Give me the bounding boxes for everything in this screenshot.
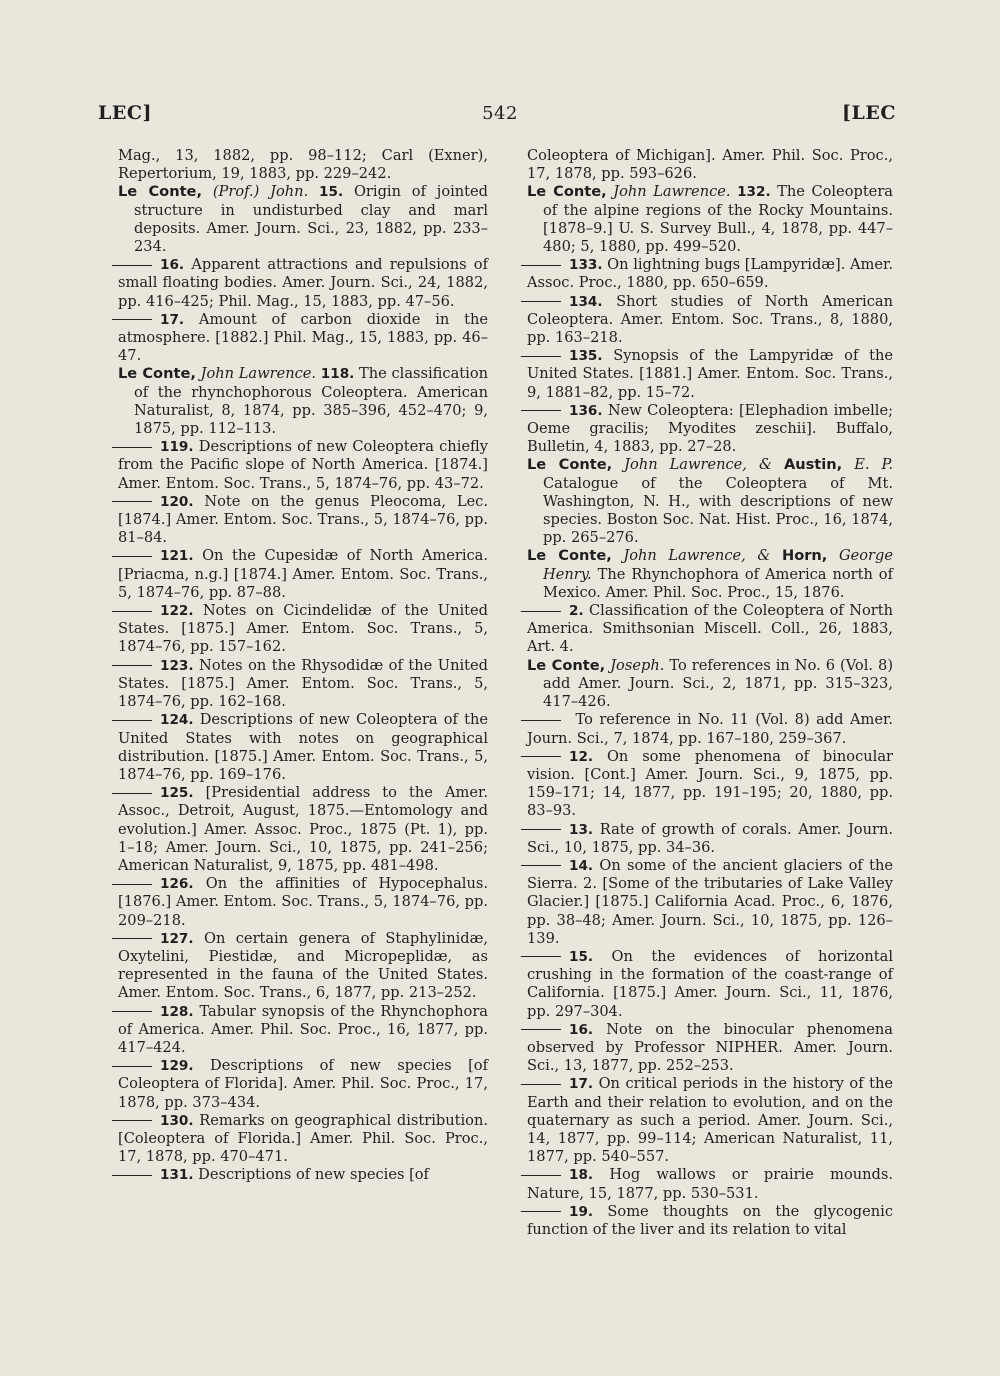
ditto-rule [521,1175,561,1176]
ditto-rule [521,611,561,612]
bibliography-entry [527,147,893,183]
bibliography-entry [527,547,893,602]
author-given-name: Joseph. [605,656,665,674]
entry-number: 124. [160,712,194,729]
bibliography-entry [527,456,893,547]
ditto-rule [112,501,152,502]
bibliography-entry [118,602,488,657]
entry-text: Note on the genus Pleocoma, Lec. [1874.] Amer. Entom. Soc. Trans., 5, 1874–76, pp. 81–84. [118,492,488,547]
entry-text: The classification of the rhynchophorous Coleoptera. American Naturalist, 8, 1874, pp. 385–396, 452–470; 9, 1875, pp. 112–113. [134,365,489,438]
bibliography-entry [118,183,488,256]
entry-number: 121. [160,548,194,565]
entry-number: 17. [569,1076,594,1093]
page-number: 542 [482,103,518,124]
entry-text: Descriptions of new species [of Coleoptera of Florida]. Amer. Phil. Soc. Proc., 17, 1878, pp. 373–434. [118,1057,488,1111]
entry-text: On critical periods in the history of the Earth and their relation to evolution, and on the quaternary as such a period. Amer. Journ. Sci., 14, 1877, pp. 99–114; American Naturalist, 11, 1877, pp. 540–557. [527,1075,893,1166]
ditto-rule [521,1029,561,1030]
bibliography-entry [527,657,893,712]
entry-text: Coleoptera of Michigan]. Amer. Phil. Soc. Proc., 17, 1878, pp. 593–626. [527,147,893,183]
entry-number: 19. [569,1203,594,1220]
entry-text: Descriptions of new Coleoptera chiefly from the Pacific slope of North America. [1874.] Amer. Entom. Soc. Trans., 5, 1874–76, pp. 43–72. [118,438,488,492]
ditto-rule [112,265,152,266]
author-given-name: John Lawrence. [195,365,317,383]
entry-number: 127. [160,930,194,947]
entry-number: 12. [569,748,594,765]
entry-text: The Rhynchophora of America north of Mexico. Amer. Phil. Soc. Proc., 15, 1876. [543,565,893,601]
ditto-rule [112,1175,152,1176]
ditto-rule [521,1211,561,1212]
ditto-rule [112,611,152,612]
bibliography-entry [118,1112,488,1167]
bibliography-entry [527,1203,893,1239]
bibliography-entry [118,930,488,1003]
entry-text: Catalogue of the Coleoptera of Mt. Washington, N. H., with descriptions of new species. Boston Soc. Nat. Hist. Proc., 16, 1874, pp. 265–276. [543,474,893,547]
bibliography-entry [527,711,893,747]
entry-number: 16. [160,257,185,274]
bibliography-entry [527,1166,893,1202]
entry-text: Synopsis of the Lampyridæ of the United States. [1881.] Amer. Entom. Soc. Trans., 9, 1881–82, pp. 15–72. [527,347,893,401]
bibliography-entry [527,183,893,256]
bibliography-entry [527,857,893,948]
entry-number: 128. [160,1003,194,1020]
entry-number: 131. [160,1167,194,1184]
ditto-rule [112,884,152,885]
entry-number: 18. [569,1167,594,1184]
entry-text: To references in No. 6 (Vol. 8) add Amer. Journ. Sci., 2, 1871, pp. 315–323, 417–426. [543,656,894,711]
entry-number: 132. [737,184,771,201]
running-head-left: LEC] [98,102,152,124]
entry-number: 133. [569,257,603,274]
entry-text: Remarks on geographical distribution. [Coleoptera of Florida.] Amer. Phil. Soc. Proc., 17, 1878, pp. 470–471. [118,1111,488,1166]
bibliography-entry [118,875,488,930]
entry-number: 126. [160,876,194,893]
bibliography-entry [118,493,488,548]
author-given-name: John Lawrence, & [612,456,784,474]
entry-number: 119. [160,439,194,456]
coauthor-name: Austin, [783,456,843,474]
ditto-rule [112,1120,152,1121]
bibliography-entry [527,402,893,457]
bibliography-entry [527,347,893,402]
ditto-rule [521,265,561,266]
entry-text: Tabular synopsis of the Rhynchophora of America. Amer. Phil. Soc. Proc., 16, 1877, pp. 417–424. [118,1002,488,1056]
entry-number: 135. [569,348,603,365]
entry-number: 123. [160,657,194,674]
bibliography-entry [527,948,893,1021]
entry-text: Amount of carbon dioxide in the atmosphere. [1882.] Phil. Mag., 15, 1883, pp. 46–47. [118,310,488,365]
right-column [527,147,893,1239]
bibliography-entry [118,438,488,493]
author-name: Le Conte, [118,365,196,383]
entry-number: 118. [320,366,355,383]
entry-number: 134. [569,293,603,310]
ditto-rule [112,793,152,794]
entry-number: 2. [569,603,584,620]
entry-text: Short studies of North American Coleoptera. Amer. Entom. Soc. Trans., 8, 1880, pp. 163–218. [527,292,893,347]
entry-number: 15. [319,184,344,201]
bibliography-entry [527,1075,893,1166]
bibliography-entry [527,821,893,857]
entry-text: Classification of the Coleoptera of North America. Smithsonian Miscell. Coll., 26, 1883, Art. 4. [527,602,893,656]
author-given-name: John Lawrence. [606,183,731,201]
ditto-rule [521,829,561,830]
author-name: Le Conte, [118,183,203,201]
ditto-rule [521,720,561,721]
ditto-rule [112,447,152,448]
entry-text: Descriptions of new species [of [193,1166,429,1184]
author-name: Le Conte, [527,656,606,674]
bibliography-entry [118,657,488,712]
ditto-rule [112,1011,152,1012]
ditto-rule [521,865,561,866]
bibliography-entry [118,711,488,784]
entry-text: The Coleoptera of the alpine regions of the Rocky Mountains. [1878–9.] U. S. Survey Bull., 4, 1878, pp. 447–480; 5, 1880, pp. 499–520. [543,183,894,256]
bibliography-entry [527,1021,893,1076]
coauthor-name: Horn, [781,547,828,565]
entry-number: 16. [569,1021,594,1038]
entry-number: 136. [569,402,603,419]
ditto-rule [112,720,152,721]
entry-text: Note on the binocular phenomena observed by Professor NIPHER. Amer. Journ. Sci., 13, 1877, pp. 252–253. [527,1020,893,1075]
ditto-rule [112,1066,152,1067]
entry-text: Rate of growth of corals. Amer. Journ. Sci., 10, 1875, pp. 34–36. [527,820,893,856]
author-name: Le Conte, [527,456,613,474]
bibliography-entry [527,748,893,821]
ditto-rule [521,1084,561,1085]
entry-text: On some phenomena of binocular vision. [Cont.] Amer. Journ. Sci., 9, 1875, pp. 159–171; 14, 1877, pp. 191–195; 20, 1880, pp. 83–93. [527,747,893,820]
entry-number: 13. [569,821,594,838]
coauthor-given-name: George Henry. [543,547,893,583]
entry-text: Some thoughts on the glycogenic function of the liver and its relation to vital [527,1202,893,1238]
entry-text: On certain genera of Staphylinidæ, Oxytelini, Piestidæ, and Micropeplidæ, as represented in the fauna of the United States. Amer. Entom. Soc. Trans., 6, 1877, pp. 213–252. [118,929,488,1002]
bibliography-entry [118,1166,488,1184]
entry-number: 129. [160,1058,194,1075]
entry-text: On the affinities of Hypocephalus. [1876.] Amer. Entom. Soc. Trans., 5, 1874–76, pp. 209–218. [118,875,488,929]
bibliography-entry [118,1003,488,1058]
entry-text: To reference in No. 11 (Vol. 8) add Amer. Journ. Sci., 7, 1874, pp. 167–180, 259–367. [527,711,893,747]
entry-text: On lightning bugs [Lampyridæ]. Amer. Assoc. Proc., 1880, pp. 650–659. [527,256,893,292]
entry-number: 130. [160,1112,194,1129]
entry-text: Hog wallows or prairie mounds. Nature, 15, 1877, pp. 530–531. [527,1166,893,1202]
entry-text: Notes on the Rhysodidæ of the United States. [1875.] Amer. Entom. Soc. Trans., 5, 1874–76, pp. 162–168. [118,656,488,711]
ditto-rule [112,938,152,939]
entry-number: 122. [160,603,194,620]
entry-number: 125. [160,785,194,802]
entry-text: On the Cupesidæ of North America. [Priacma, n.g.] [1874.] Amer. Entom. Soc. Trans., 5, 1874–76, pp. 87–88. [118,547,488,601]
bibliography-entry [527,293,893,348]
entry-text: Origin of jointed structure in undisturbed clay and marl deposits. Amer. Journ. Sci., 23, 1882, pp. 233–234. [134,183,489,256]
entry-number: 120. [160,493,194,510]
entry-text: Notes on Cicindelidæ of the United States. [1875.] Amer. Entom. Soc. Trans., 5, 1874–76, pp. 157–162. [118,602,488,656]
entry-text: On the evidences of horizontal crushing in the formation of the coast-range of California. [1875.] Amer. Journ. Sci., 11, 1876, pp. 297–304. [527,947,893,1020]
bibliography-entry [118,1057,488,1112]
bibliography-entry [118,256,488,311]
bibliography-entry [527,602,893,657]
entry-number: 15. [569,948,594,965]
coauthor-given-name: E. P. [842,456,894,474]
bibliography-entry [118,311,488,366]
left-column [118,147,488,1185]
ditto-rule [112,665,152,666]
bibliography-entry [118,147,488,183]
bibliography-entry [118,784,488,875]
ditto-rule [521,956,561,957]
bibliography-entry [118,547,488,602]
bibliography-entry [118,365,488,438]
author-given-name: John Lawrence, & [611,547,782,565]
entry-text: New Coleoptera: [Elephadion imbelle; Oeme gracilis; Myodites zeschii]. Buffalo, Bulletin, 4, 1883, pp. 27–28. [527,401,893,456]
author-name: Le Conte, [527,547,612,565]
entry-text: [Presidential address to the Amer. Assoc., Detroit, August, 1875.—Entomology and evolution.] Amer. Assoc. Proc., 1875 (Pt. 1), pp. 1–18; Amer. Journ. Sci., 10, 1875, pp. 241–256; American Naturalist, 9, 1875, pp. 481–498. [118,784,488,874]
author-given-name: (Prof.) John. [202,183,309,201]
entry-text: Apparent attractions and repulsions of small floating bodies. Amer. Journ. Sci., 24, 1882, pp. 416–425; Phil. Mag., 15, 1883, pp. 47–56. [118,256,488,310]
ditto-rule [521,301,561,302]
entry-text: On some of the ancient glaciers of the Sierra. 2. [Some of the tributaries of Lake Valley Glacier.] [1875.] California Acad. Proc., 6, 1876, pp. 38–48; Amer. Journ. Sci., 10, 1875, pp. 126–139. [527,856,893,947]
bibliography-entry [527,256,893,292]
ditto-rule [521,356,561,357]
ditto-rule [521,410,561,411]
entry-text: Descriptions of new Coleoptera of the United States with notes on geographical distribution. [1875.] Amer. Entom. Soc. Trans., 5, 1874–76, pp. 169–176. [118,711,488,783]
entry-number: 14. [569,857,594,874]
running-head-right: [LEC [842,102,896,124]
ditto-rule [521,756,561,757]
ditto-rule [112,319,152,320]
author-name: Le Conte, [527,183,607,201]
ditto-rule [112,556,152,557]
entry-number: 17. [160,311,185,328]
entry-text: Mag., 13, 1882, pp. 98–112; Carl (Exner), Repertorium, 19, 1883, pp. 229–242. [118,147,488,183]
